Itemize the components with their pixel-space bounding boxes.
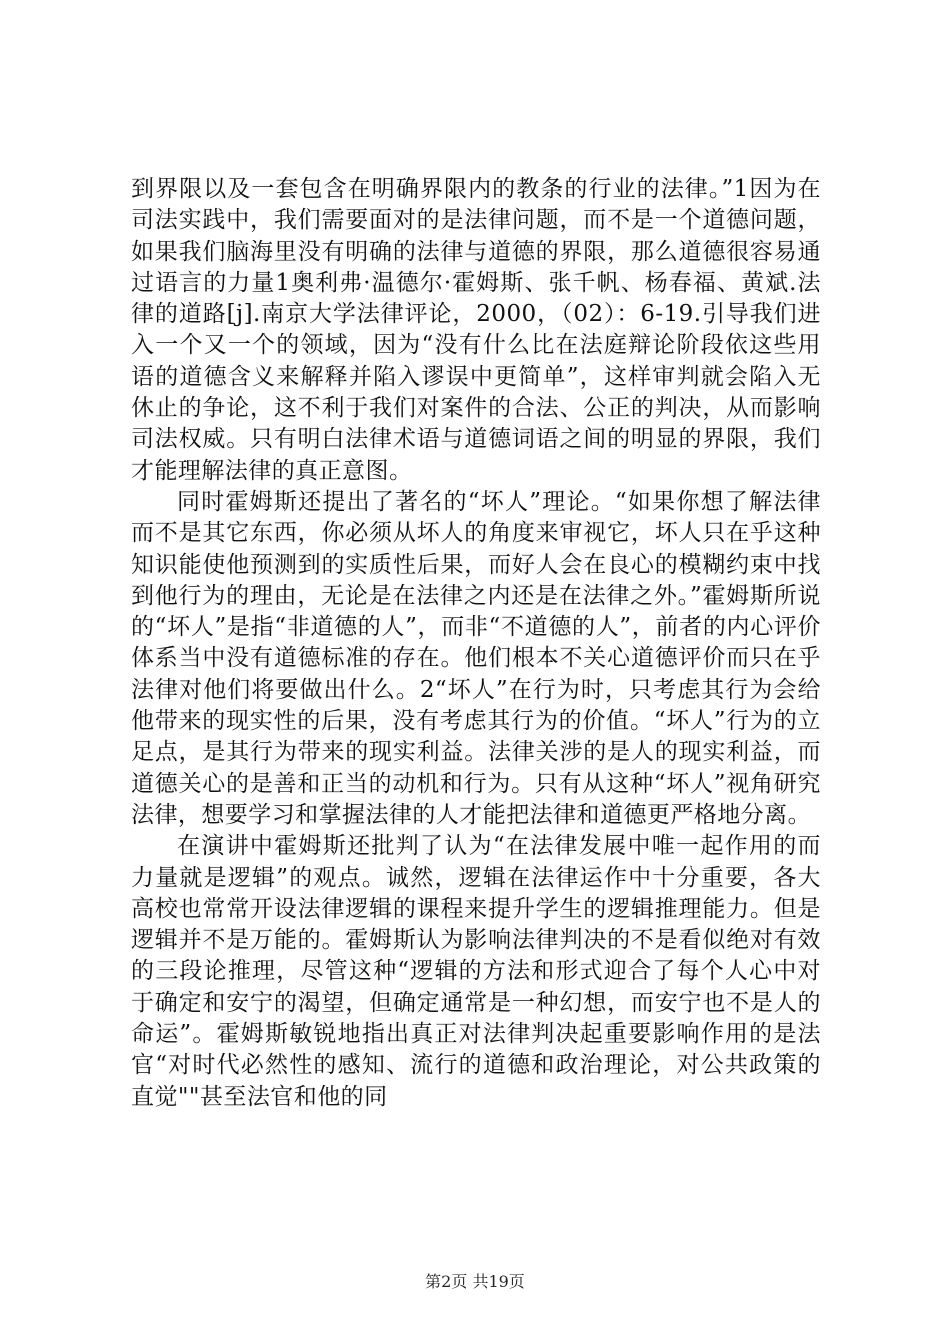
paragraph-1: 到界限以及一套包含在明确界限内的教条的行业的法律。”1因为在司法实践中，我们需要面对的是法律问题，而不是一个道德问题，如果我们脑海里没有明确的法律与道德的界限，那么道德很容易通过语言的力量1奥利弗·温德尔·霍姆斯、张千帆、杨春福、黄斌.法律的道路[j].南京大学法律评论，2000，（02）：6-19.引导我们进入一个又一个的领域，因为“没有什么比在法庭辩论阶段依这些用语的道德含义来解释并陷入谬误中更简单”，这样审判就会陷入无休止的争论，这不利于我们对案件的合法、公正的判决，从而影响司法权威。只有明白法律术语与道德词语之间的明显的界限，我们才能理解法律的真正意图。 — [131, 176, 821, 484]
body-text — [131, 174, 821, 1113]
paragraph-3: 在演讲中霍姆斯还批判了认为“在法律发展中唯一起作用的而力量就是逻辑”的观点。诚然，逻辑在法律运作中十分重要，各大高校也常常开设法律逻辑的课程来提升学生的逻辑推理能力。但是逻辑并不是万能的。霍姆斯认为影响法律判决的不是看似绝对有效的三段论推理，尽管这种“逻辑的方法和形式迎合了每个人心中对于确定和安宁的渴望，但确定通常是一种幻想，而安宁也不是人的命运”。霍姆斯敏锐地指出真正对法律判决起重要影响作用的是法官“对时代必然性的感知、流行的道德和政治理论，对公共政策的直觉""甚至法官和他的同 — [131, 833, 821, 1110]
page-footer — [0, 1272, 950, 1292]
paragraph-2: 同时霍姆斯还提出了著名的“坏人”理论。“如果你想了解法律而不是其它东西，你必须从坏人的角度来审视它，坏人只在乎这种知识能使他预测到的实质性后果，而好人会在良心的模糊约束中找到他行为的理由，无论是在法律之内还是在法律之外。”霍姆斯所说的“坏人”是指“非道德的人”，而非“不道德的人”，前者的内心评价体系当中没有道德标准的存在。他们根本不关心道德评价而只在乎法律对他们将要做出什么。2“坏人”在行为时，只考虑其行为会给他带来的现实性的后果，没有考虑其行为的价值。“坏人”行为的立足点，是其行为带来的现实利益。法律关涉的是人的现实利益，而道德关心的是善和正当的动机和行为。只有从这种“坏人”视角研究法律，想要学习和掌握法律的人才能把法律和道德更严格地分离。 — [131, 488, 821, 828]
page-number-label: 第2页 共19页 — [425, 1272, 525, 1291]
